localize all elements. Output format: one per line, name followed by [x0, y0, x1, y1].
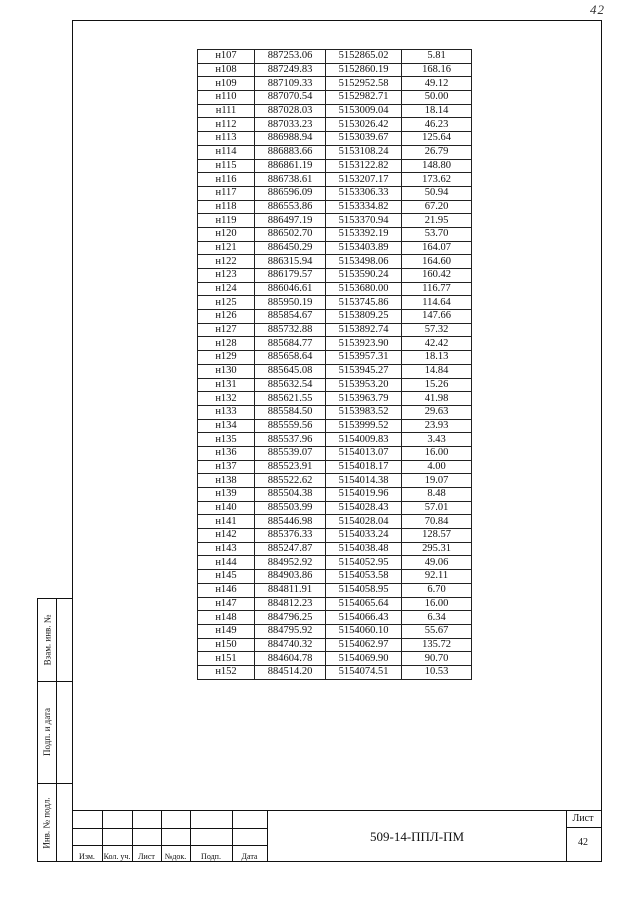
distance-cell: 128.57	[402, 529, 472, 543]
x-coordinate-cell: 885247.87	[255, 542, 326, 556]
y-coordinate-cell: 5154018.17	[326, 460, 402, 474]
table-row	[198, 419, 472, 433]
x-coordinate-cell: 884903.86	[255, 570, 326, 584]
x-coordinate-cell: 885645.08	[255, 364, 326, 378]
table-row	[198, 351, 472, 365]
point-id-cell: н134	[198, 419, 255, 433]
table-row	[198, 529, 472, 543]
point-id-cell: н125	[198, 296, 255, 310]
x-coordinate-cell: 886738.61	[255, 173, 326, 187]
distance-cell: 67.20	[402, 200, 472, 214]
y-coordinate-cell: 5153945.27	[326, 364, 402, 378]
distance-cell: 50.00	[402, 91, 472, 105]
distance-cell: 49.12	[402, 77, 472, 91]
stamp-line	[72, 845, 267, 846]
y-coordinate-cell: 5153999.52	[326, 419, 402, 433]
table-row	[198, 145, 472, 159]
point-id-cell: н140	[198, 501, 255, 515]
y-coordinate-cell: 5153590.24	[326, 269, 402, 283]
y-coordinate-cell: 5152982.71	[326, 91, 402, 105]
point-id-cell: н126	[198, 310, 255, 324]
table-row	[198, 269, 472, 283]
table-row	[198, 200, 472, 214]
left-binding-strip	[37, 598, 72, 862]
x-coordinate-cell: 885584.50	[255, 405, 326, 419]
distance-cell: 46.23	[402, 118, 472, 132]
distance-cell: 3.43	[402, 433, 472, 447]
table-row	[198, 255, 472, 269]
title-block	[72, 810, 602, 862]
table-row	[198, 104, 472, 118]
x-coordinate-cell: 886179.57	[255, 269, 326, 283]
distance-cell: 55.67	[402, 624, 472, 638]
label-inv-podl-text: Инв. № подл.	[42, 797, 52, 849]
distance-cell: 18.14	[402, 104, 472, 118]
y-coordinate-cell: 5153809.25	[326, 310, 402, 324]
point-id-cell: н138	[198, 474, 255, 488]
table-row	[198, 310, 472, 324]
stamp-col-izm: Изм.	[79, 852, 95, 861]
table-row	[198, 227, 472, 241]
distance-cell: 21.95	[402, 214, 472, 228]
point-id-cell: н132	[198, 392, 255, 406]
y-coordinate-cell: 5154066.43	[326, 611, 402, 625]
distance-cell: 147.66	[402, 310, 472, 324]
coordinates-table-body	[198, 50, 472, 680]
table-row	[198, 159, 472, 173]
x-coordinate-cell: 886596.09	[255, 186, 326, 200]
y-coordinate-cell: 5153963.79	[326, 392, 402, 406]
x-coordinate-cell: 885621.55	[255, 392, 326, 406]
point-id-cell: н149	[198, 624, 255, 638]
y-coordinate-cell: 5153392.19	[326, 227, 402, 241]
x-coordinate-cell: 884812.23	[255, 597, 326, 611]
table-row	[198, 132, 472, 146]
y-coordinate-cell: 5153745.86	[326, 296, 402, 310]
point-id-cell: н143	[198, 542, 255, 556]
table-row	[198, 488, 472, 502]
point-id-cell: н119	[198, 214, 255, 228]
y-coordinate-cell: 5153370.94	[326, 214, 402, 228]
coordinates-table	[197, 49, 472, 680]
y-coordinate-cell: 5154062.97	[326, 638, 402, 652]
table-row	[198, 392, 472, 406]
point-id-cell: н116	[198, 173, 255, 187]
label-vzam-inv	[38, 599, 56, 681]
y-coordinate-cell: 5154065.64	[326, 597, 402, 611]
point-id-cell: н108	[198, 63, 255, 77]
distance-cell: 29.63	[402, 405, 472, 419]
distance-cell: 57.32	[402, 323, 472, 337]
distance-cell: 6.70	[402, 583, 472, 597]
point-id-cell: н146	[198, 583, 255, 597]
point-id-cell: н145	[198, 570, 255, 584]
sheet-number: 42	[578, 837, 588, 848]
table-row	[198, 624, 472, 638]
distance-cell: 10.53	[402, 665, 472, 679]
y-coordinate-cell: 5152860.19	[326, 63, 402, 77]
x-coordinate-cell: 886883.66	[255, 145, 326, 159]
x-coordinate-cell: 887249.83	[255, 63, 326, 77]
stamp-col-ndok: №док.	[164, 852, 187, 861]
y-coordinate-cell: 5153983.52	[326, 405, 402, 419]
point-id-cell: н137	[198, 460, 255, 474]
table-row	[198, 556, 472, 570]
x-coordinate-cell: 884514.20	[255, 665, 326, 679]
x-coordinate-cell: 885376.33	[255, 529, 326, 543]
y-coordinate-cell: 5154019.96	[326, 488, 402, 502]
distance-cell: 295.31	[402, 542, 472, 556]
table-row	[198, 611, 472, 625]
point-id-cell: н117	[198, 186, 255, 200]
table-row	[198, 405, 472, 419]
point-id-cell: н131	[198, 378, 255, 392]
y-coordinate-cell: 5154028.43	[326, 501, 402, 515]
y-coordinate-cell: 5152865.02	[326, 50, 402, 64]
point-id-cell: н124	[198, 282, 255, 296]
x-coordinate-cell: 884952.92	[255, 556, 326, 570]
distance-cell: 15.26	[402, 378, 472, 392]
x-coordinate-cell: 884795.92	[255, 624, 326, 638]
point-id-cell: н112	[198, 118, 255, 132]
table-row	[198, 241, 472, 255]
x-coordinate-cell: 887253.06	[255, 50, 326, 64]
x-coordinate-cell: 887109.33	[255, 77, 326, 91]
stamp-col-kol-uch: Кол. уч.	[103, 852, 131, 861]
distance-cell: 19.07	[402, 474, 472, 488]
x-coordinate-cell: 887028.03	[255, 104, 326, 118]
table-row	[198, 77, 472, 91]
point-id-cell: н109	[198, 77, 255, 91]
table-row	[198, 570, 472, 584]
point-id-cell: н111	[198, 104, 255, 118]
table-row	[198, 323, 472, 337]
x-coordinate-cell: 885537.96	[255, 433, 326, 447]
distance-cell: 5.81	[402, 50, 472, 64]
x-coordinate-cell: 886553.86	[255, 200, 326, 214]
distance-cell: 164.07	[402, 241, 472, 255]
table-row	[198, 186, 472, 200]
handwritten-page-number: 42	[590, 2, 605, 17]
table-row	[198, 542, 472, 556]
y-coordinate-cell: 5153953.20	[326, 378, 402, 392]
stamp-line	[72, 828, 267, 829]
point-id-cell: н152	[198, 665, 255, 679]
point-id-cell: н135	[198, 433, 255, 447]
point-id-cell: н115	[198, 159, 255, 173]
point-id-cell: н142	[198, 529, 255, 543]
table-row	[198, 474, 472, 488]
distance-cell: 14.84	[402, 364, 472, 378]
table-row	[198, 296, 472, 310]
y-coordinate-cell: 5153122.82	[326, 159, 402, 173]
distance-cell: 4.00	[402, 460, 472, 474]
x-coordinate-cell: 885539.07	[255, 446, 326, 460]
x-coordinate-cell: 886315.94	[255, 255, 326, 269]
x-coordinate-cell: 884796.25	[255, 611, 326, 625]
point-id-cell: н136	[198, 446, 255, 460]
y-coordinate-cell: 5153306.33	[326, 186, 402, 200]
x-coordinate-cell: 885684.77	[255, 337, 326, 351]
distance-cell: 148.80	[402, 159, 472, 173]
point-id-cell: н128	[198, 337, 255, 351]
y-coordinate-cell: 5154069.90	[326, 652, 402, 666]
point-id-cell: н139	[198, 488, 255, 502]
x-coordinate-cell: 886046.61	[255, 282, 326, 296]
x-coordinate-cell: 885950.19	[255, 296, 326, 310]
distance-cell: 90.70	[402, 652, 472, 666]
x-coordinate-cell: 885503.99	[255, 501, 326, 515]
x-coordinate-cell: 886988.94	[255, 132, 326, 146]
x-coordinate-cell: 884740.32	[255, 638, 326, 652]
y-coordinate-cell: 5154013.07	[326, 446, 402, 460]
y-coordinate-cell: 5152952.58	[326, 77, 402, 91]
point-id-cell: н118	[198, 200, 255, 214]
point-id-cell: н129	[198, 351, 255, 365]
point-id-cell: н150	[198, 638, 255, 652]
sheet-label: Лист	[572, 813, 594, 824]
point-id-cell: н107	[198, 50, 255, 64]
distance-cell: 135.72	[402, 638, 472, 652]
label-inv-podl	[38, 783, 56, 863]
x-coordinate-cell: 886861.19	[255, 159, 326, 173]
y-coordinate-cell: 5153498.06	[326, 255, 402, 269]
y-coordinate-cell: 5153026.42	[326, 118, 402, 132]
y-coordinate-cell: 5154058.95	[326, 583, 402, 597]
x-coordinate-cell: 885632.54	[255, 378, 326, 392]
distance-cell: 125.64	[402, 132, 472, 146]
distance-cell: 8.48	[402, 488, 472, 502]
distance-cell: 50.94	[402, 186, 472, 200]
document-code: 509-14-ППЛ-ПМ	[369, 829, 465, 844]
point-id-cell: н110	[198, 91, 255, 105]
x-coordinate-cell: 885523.91	[255, 460, 326, 474]
distance-cell: 92.11	[402, 570, 472, 584]
point-id-cell: н148	[198, 611, 255, 625]
y-coordinate-cell: 5153334.82	[326, 200, 402, 214]
table-row	[198, 638, 472, 652]
distance-cell: 16.00	[402, 597, 472, 611]
table-row	[198, 118, 472, 132]
point-id-cell: н127	[198, 323, 255, 337]
x-coordinate-cell: 885658.64	[255, 351, 326, 365]
table-row	[198, 597, 472, 611]
table-row	[198, 515, 472, 529]
stamp-col-podp: Подп.	[201, 852, 221, 861]
table-row	[198, 50, 472, 64]
point-id-cell: н123	[198, 269, 255, 283]
stamp-col-data: Дата	[241, 852, 258, 861]
point-id-cell: н120	[198, 227, 255, 241]
distance-cell: 42.42	[402, 337, 472, 351]
y-coordinate-cell: 5153923.90	[326, 337, 402, 351]
stamp-col-list: Лист	[138, 852, 155, 861]
table-row	[198, 214, 472, 228]
table-row	[198, 665, 472, 679]
y-coordinate-cell: 5153039.67	[326, 132, 402, 146]
label-vzam-inv-text: Взам. инв. №	[42, 614, 52, 666]
point-id-cell: н121	[198, 241, 255, 255]
x-coordinate-cell: 886497.19	[255, 214, 326, 228]
distance-cell: 41.98	[402, 392, 472, 406]
y-coordinate-cell: 5154028.04	[326, 515, 402, 529]
distance-cell: 53.70	[402, 227, 472, 241]
table-row	[198, 282, 472, 296]
y-coordinate-cell: 5154014.38	[326, 474, 402, 488]
distance-cell: 26.79	[402, 145, 472, 159]
table-row	[198, 91, 472, 105]
table-row	[198, 433, 472, 447]
distance-cell: 70.84	[402, 515, 472, 529]
point-id-cell: н151	[198, 652, 255, 666]
table-row	[198, 501, 472, 515]
distance-cell: 173.62	[402, 173, 472, 187]
y-coordinate-cell: 5154052.95	[326, 556, 402, 570]
distance-cell: 23.93	[402, 419, 472, 433]
y-coordinate-cell: 5153009.04	[326, 104, 402, 118]
x-coordinate-cell: 885854.67	[255, 310, 326, 324]
table-row	[198, 446, 472, 460]
table-row	[198, 337, 472, 351]
distance-cell: 18.13	[402, 351, 472, 365]
table-row	[198, 460, 472, 474]
distance-cell: 116.77	[402, 282, 472, 296]
label-podp-data-text: Подп. и дата	[42, 707, 52, 757]
point-id-cell: н141	[198, 515, 255, 529]
y-coordinate-cell: 5154009.83	[326, 433, 402, 447]
distance-cell: 114.64	[402, 296, 472, 310]
point-id-cell: н114	[198, 145, 255, 159]
y-coordinate-cell: 5154033.24	[326, 529, 402, 543]
distance-cell: 168.16	[402, 63, 472, 77]
point-id-cell: н130	[198, 364, 255, 378]
point-id-cell: н144	[198, 556, 255, 570]
distance-cell: 49.06	[402, 556, 472, 570]
label-podp-data	[38, 681, 56, 783]
x-coordinate-cell: 885522.62	[255, 474, 326, 488]
distance-cell: 160.42	[402, 269, 472, 283]
x-coordinate-cell: 887033.23	[255, 118, 326, 132]
distance-cell: 57.01	[402, 501, 472, 515]
table-row	[198, 63, 472, 77]
distance-cell: 16.00	[402, 446, 472, 460]
x-coordinate-cell: 886450.29	[255, 241, 326, 255]
x-coordinate-cell: 887070.54	[255, 91, 326, 105]
x-coordinate-cell: 885559.56	[255, 419, 326, 433]
y-coordinate-cell: 5154060.10	[326, 624, 402, 638]
point-id-cell: н147	[198, 597, 255, 611]
point-id-cell: н122	[198, 255, 255, 269]
x-coordinate-cell: 885732.88	[255, 323, 326, 337]
x-coordinate-cell: 886502.70	[255, 227, 326, 241]
stamp-line	[566, 827, 602, 828]
y-coordinate-cell: 5153207.17	[326, 173, 402, 187]
y-coordinate-cell: 5154038.48	[326, 542, 402, 556]
point-id-cell: н113	[198, 132, 255, 146]
y-coordinate-cell: 5153680.00	[326, 282, 402, 296]
distance-cell: 6.34	[402, 611, 472, 625]
table-row	[198, 364, 472, 378]
table-row	[198, 378, 472, 392]
distance-cell: 164.60	[402, 255, 472, 269]
y-coordinate-cell: 5153957.31	[326, 351, 402, 365]
x-coordinate-cell: 884604.78	[255, 652, 326, 666]
y-coordinate-cell: 5153892.74	[326, 323, 402, 337]
x-coordinate-cell: 884811.91	[255, 583, 326, 597]
table-row	[198, 173, 472, 187]
y-coordinate-cell: 5153403.89	[326, 241, 402, 255]
y-coordinate-cell: 5154053.58	[326, 570, 402, 584]
table-row	[198, 652, 472, 666]
point-id-cell: н133	[198, 405, 255, 419]
y-coordinate-cell: 5154074.51	[326, 665, 402, 679]
table-row	[198, 583, 472, 597]
x-coordinate-cell: 885504.38	[255, 488, 326, 502]
y-coordinate-cell: 5153108.24	[326, 145, 402, 159]
x-coordinate-cell: 885446.98	[255, 515, 326, 529]
